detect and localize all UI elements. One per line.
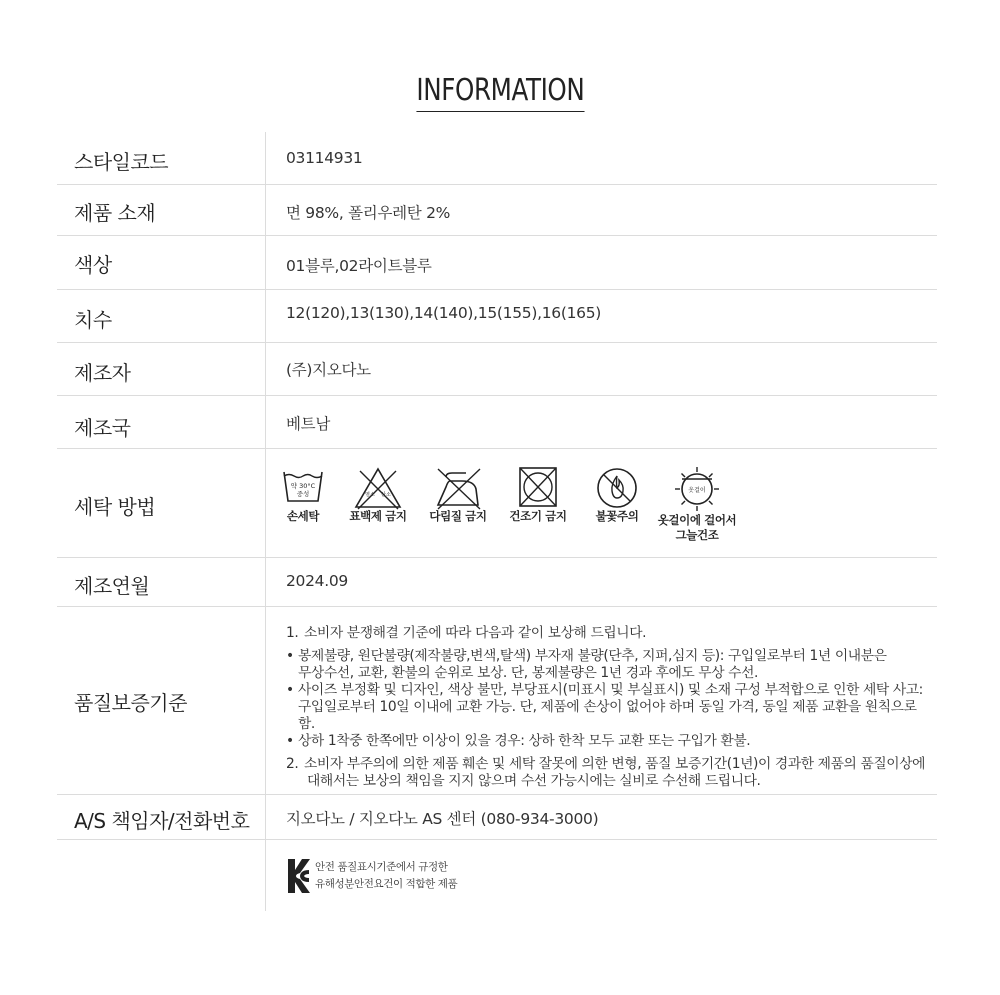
row-kc [57,840,937,911]
care-item [279,465,327,524]
bullet-dot: • [286,648,294,664]
item-number: 1. [286,625,299,641]
row-label: 치수 [74,308,112,332]
row-label: 세탁 방법 [74,495,156,519]
row-country [57,396,937,449]
care-caption: 손세탁 [286,509,320,523]
care-inner-text: 약 30°C [290,482,316,490]
bullet-text: 구입일로부터 10일 이내에 교환 가능. 단, 제품에 손상이 없어야 하며 동일 가격, 동일 제품 교환을 원칙으로 함. [298,699,917,732]
row-label: 스타일코드 [74,150,169,174]
no-iron-icon [432,465,484,511]
page-title: INFORMATION [416,72,584,112]
row-style-code [57,132,937,185]
care-caption: 옷걸이에 걸어서 [657,513,737,527]
quality-item [286,756,936,790]
row-value: 2024.09 [286,572,348,590]
bullet-text: 상하 1착중 한쪽에만 이상이 있을 경우: 상하 한착 모두 교환 또는 구입가 환불. [298,733,751,749]
bullet-text: 사이즈 부정확 및 디자인, 색상 불만, 부당표시(미표시 및 부실표시) 및 소재 구성 부적합으로 인한 세탁 사고: [298,682,923,698]
row-value: 01블루,02라이트블루 [286,257,432,275]
row-value: 베트남 [286,415,331,433]
kc-mark-icon [287,858,311,894]
care-item [425,465,491,524]
kc-line: 안전 품질표시기준에서 규정한 [315,861,448,873]
care-item [343,465,413,524]
fire-caution-icon [594,465,640,511]
row-label: 제품 소재 [74,201,156,225]
row-label: 제조자 [74,361,131,385]
row-washing [57,449,937,558]
care-item [649,465,745,543]
row-label: 제조국 [74,416,131,440]
row-value: (주)지오다노 [286,361,371,379]
item-text: 소비자 분쟁해결 기준에 따라 다음과 같이 보상해 드립니다. [304,625,647,641]
bullet-text: 봉제불량, 원단불량(제작불량,변색,탈색) 부자재 불량(단추, 지퍼,심지 등): 구입일로부터 1년 이내분은 [298,648,887,664]
care-inner-text: 산소 [381,492,391,498]
bullet-dot: • [286,733,294,749]
quality-bullet [286,648,936,682]
row-label: 제조연월 [74,574,150,598]
care-item [589,465,645,524]
care-inner-text: 중성 [296,490,310,498]
care-caption: 건조기 금지 [509,509,567,523]
quality-bullet [286,682,936,733]
item-text: 대해서는 보상의 책임을 지지 않으며 수선 가능시에는 실비로 수선해 드립니다. [307,773,761,789]
care-icons [279,465,879,555]
row-label: A/S 책임자/전화번호 [74,809,250,833]
no-tumble-dry-icon [515,465,561,511]
row-material [57,185,937,236]
item-text: 소비자 부주의에 의한 제품 훼손 및 세탁 잘못에 의한 변형, 품질 보증기간(1년)이 경과한 제품의 품질이상에 [304,756,926,772]
row-value: 12(120),13(130),14(140),15(155),16(165) [286,304,602,322]
row-value: 면 98%, 폴리우레탄 2% [286,204,451,222]
care-caption: 표백제 금지 [349,509,407,523]
bullet-text: 무상수선, 교환, 환불의 순위로 보상. 단, 봉제불량은 1년 경과 후에도 무상 수선. [298,665,758,681]
quality-item [286,625,936,642]
care-inner-text: 염소 [365,492,375,498]
care-item [505,465,571,524]
care-inner-text: 옷걸이 [688,487,706,494]
row-label: 색상 [74,253,112,277]
kc-text [315,859,457,893]
quality-text [286,625,936,790]
row-value: 지오다노 / 지오다노 AS 센터 (080-934-3000) [286,810,599,828]
row-quality [57,607,937,795]
no-bleach-icon [352,465,404,511]
care-caption: 그늘건조 [675,528,719,542]
hand-wash-icon [281,465,325,507]
page-title-wrap [0,72,1000,112]
row-color [57,236,937,290]
bullet-dot: • [286,682,294,698]
row-manufacture-date [57,558,937,607]
care-caption: 불꽃주의 [595,509,639,523]
hang-dry-shade-icon [673,465,721,511]
row-as [57,795,937,840]
kc-line: 유해성분안전요건이 적합한 제품 [315,878,458,890]
quality-bullet [286,733,936,750]
item-number: 2. [286,756,299,772]
row-manufacturer [57,343,937,396]
care-caption: 다림질 금지 [429,509,487,523]
row-label: 품질보증기준 [74,691,187,715]
row-size [57,290,937,343]
row-value: 03114931 [286,149,363,167]
